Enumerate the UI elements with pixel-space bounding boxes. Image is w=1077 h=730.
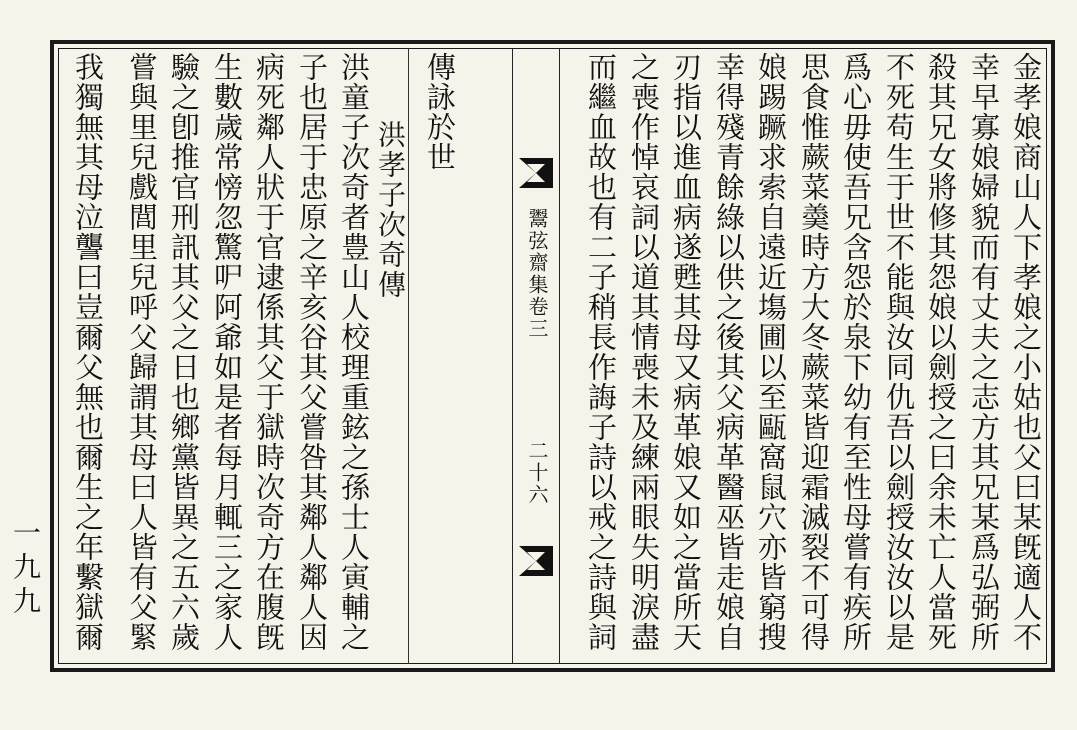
center-fold: [512, 48, 560, 664]
text-column-r7: 娘踢蹶求索自遠近塲圃以至甌窩鼠穴亦皆窮搜: [754, 52, 788, 652]
text-column-l6: 嘗與里兒戲閭里兒呼父歸謂其母曰人皆有父緊: [125, 52, 159, 652]
text-column-r9: 刃指以進血病遂甦其母又病革娘又如之當所天: [669, 52, 703, 652]
text-column-r6: 思食惟蕨菜羮時方大冬蕨菜皆迎霜滅裂不可得: [797, 52, 831, 652]
page-number: 一九九: [9, 518, 42, 620]
text-column-l4: 生數歲常㥬忽驚㕧阿爺如是者每月輒三之家人: [210, 52, 244, 652]
text-column-r5: 爲心毋使吾兄含怨於泉下幼有至性母嘗有疾所: [839, 52, 873, 652]
text-column-r2: 幸早寡娘婦貌而有丈夫之志方其兄某爲弘弼所: [967, 52, 1001, 652]
fish-tail-ornament-bottom-icon: [519, 546, 553, 576]
text-column-l1: 洪童子次奇者豊山人校理重鉉之孫士人寅輔之: [337, 52, 371, 652]
text-column-r12: 傳詠於世: [423, 52, 457, 172]
text-column-l2: 子也居于忠原之辛亥谷其父嘗咎其鄰人鄰人因: [295, 52, 329, 652]
text-column-l7: 我獨無其母泣讋曰豈爾父無也爾生之年繫獄爾: [71, 52, 105, 652]
text-column-r4: 不死苟生于世不能與汝同仇吾以劍授汝汝以是: [882, 52, 916, 652]
text-column-r8: 幸得殘青餘綠以供之後其父病革醫巫皆走娘自: [712, 52, 746, 652]
fish-tail-ornament-top-icon: [519, 158, 553, 188]
text-column-r3: 殺其兄女將修其怨娘以劍授之曰余未亡人當死: [924, 52, 958, 652]
text-column-r1: 金孝娘商山人下孝娘之小姑也父曰某旣適人不: [1009, 52, 1043, 652]
leaf-number: 二十六: [525, 440, 549, 506]
biography-title: 洪孝子次奇傳: [374, 120, 407, 300]
text-column-r10: 之喪作悼哀詞以道其情喪未及練兩眼失明淚盡: [627, 52, 661, 652]
volume-title: 鬻弦齋集卷三: [525, 208, 549, 340]
text-column-l3: 病死鄰人狀于官逮係其父于獄時次奇方在腹旣: [252, 52, 286, 652]
text-column-l5: 驗之卽推官刑訊其父之日也鄉黨皆異之五六歲: [167, 52, 201, 652]
text-column-r11: 而繼血故也有二子稍長作誨子詩以戒之詩與詞: [584, 52, 618, 652]
